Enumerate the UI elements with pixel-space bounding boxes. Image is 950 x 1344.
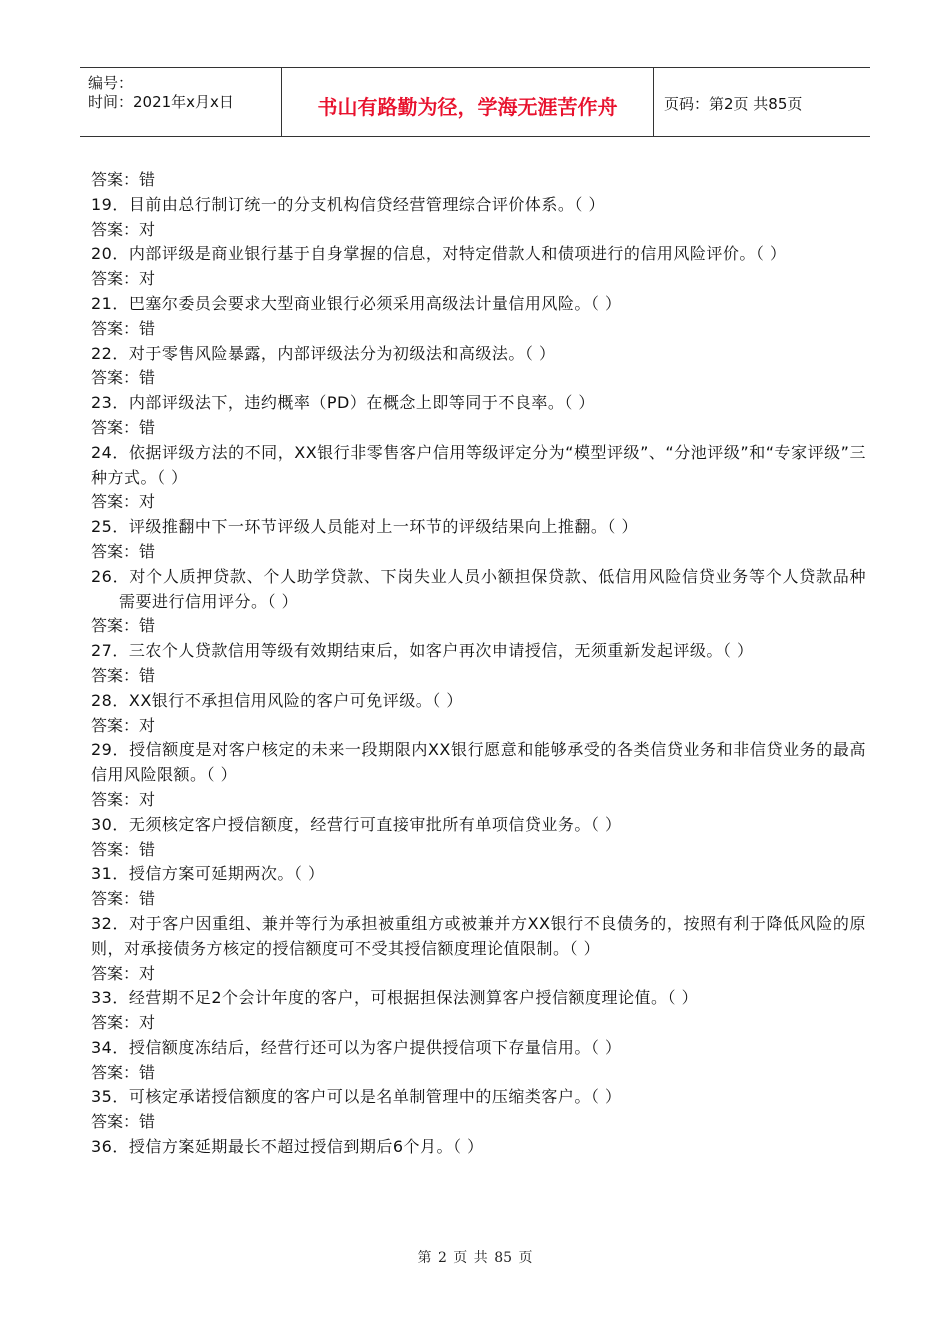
- question-text: 31．授信方案可延期两次。（ ）: [91, 864, 325, 884]
- question-list: [91, 168, 866, 1160]
- question-text: 22．对于零售风险暴露，内部评级法分为初级法和高级法。（ ）: [91, 343, 556, 363]
- question-item: [91, 862, 866, 912]
- question-text: 33．经营期不足2个会计年度的客户，可根据担保法测算客户授信额度理论值。（ ）: [91, 988, 699, 1008]
- question-text: 19．目前由总行制订统一的分支机构信贷经营管理综合评价体系。（ ）: [91, 194, 605, 214]
- question-item: [91, 1036, 866, 1086]
- answer-text: 答案：错: [91, 1112, 156, 1132]
- answer-text: 答案：错: [91, 1062, 156, 1082]
- question-item: [91, 292, 866, 342]
- question-item: [91, 738, 866, 812]
- answer-text: 答案：对: [91, 715, 156, 735]
- question-text: 23．内部评级法下，违约概率（PD）在概念上即等同于不良率。（ ）: [91, 393, 595, 413]
- question-item: [91, 242, 866, 292]
- header-meta: [80, 68, 282, 136]
- answer-text: 答案：错: [91, 170, 156, 189]
- question-item: [91, 689, 866, 739]
- question-item: [91, 193, 866, 243]
- question-item: [91, 515, 866, 565]
- answer-text: 答案：错: [91, 368, 156, 388]
- question-text: 24．依据评级方法的不同，XX银行非零售客户信用等级评定分为“模型评级”、“分池评级”和“专家评级”三种方式。（ ）: [91, 442, 866, 487]
- question-item: [91, 342, 866, 392]
- question-item: [91, 813, 866, 863]
- question-text: 36．授信方案延期最长不超过授信到期后6个月。（ ）: [91, 1137, 484, 1157]
- answer-text: 答案：对: [91, 789, 156, 809]
- document-date: 时间：2021年x月x日: [88, 93, 234, 111]
- question-text: 26．对个人质押贷款、个人助学贷款、下岗失业人员小额担保贷款、低信用风险信贷业务等个人贷款品种需要进行信用评分。（ ）: [91, 566, 866, 611]
- question-item: [91, 1135, 866, 1160]
- question-item: [91, 391, 866, 441]
- question-item: [91, 912, 866, 986]
- document-number-label: 编号：: [88, 74, 134, 92]
- question-item: [91, 1085, 866, 1135]
- answer-text: 答案：错: [91, 665, 156, 685]
- question-text: 34．授信额度冻结后，经营行还可以为客户提供授信项下存量信用。（ ）: [91, 1037, 622, 1057]
- answer-text: 答案：错: [91, 616, 156, 636]
- question-text: 29．授信额度是对客户核定的未来一段期限内XX银行愿意和能够承受的各类信贷业务和非信贷业务的最高信用风险限额。（ ）: [91, 740, 866, 785]
- question-item: [91, 986, 866, 1036]
- answer-text: 答案：错: [91, 541, 156, 561]
- question-text: 21．巴塞尔委员会要求大型商业银行必须采用高级法计量信用风险。（ ）: [91, 293, 622, 313]
- question-text: 32．对于客户因重组、兼并等行为承担被重组方或被兼并方XX银行不良债务的，按照有利于降低风险的原则，对承接债务方核定的授信额度可不受其授信额度理论值限制。（ ）: [91, 913, 866, 958]
- question-text: 30．无须核定客户授信额度，经营行可直接审批所有单项信贷业务。（ ）: [91, 814, 622, 834]
- answer-text: 答案：错: [91, 839, 156, 859]
- answer-text: 答案：错: [91, 318, 156, 338]
- page-footer: 第 2 页 共 85 页: [417, 1250, 533, 1266]
- question-text: 27．三农个人贷款信用等级有效期结束后，如客户再次申请授信，无须重新发起评级。（ ）: [91, 641, 754, 661]
- question-text: 28．XX银行不承担信用风险的客户可免评级。（ ）: [91, 690, 463, 710]
- header-motto: 书山有路勤为径，学海无涯苦作舟: [282, 68, 654, 136]
- page-header: [80, 67, 870, 137]
- answer-text: 答案：错: [91, 889, 156, 909]
- answer-text: 答案：对: [91, 269, 156, 289]
- answer-text: 答案：对: [91, 1013, 156, 1033]
- question-text: 25．评级推翻中下一环节评级人员能对上一环节的评级结果向上推翻。（ ）: [91, 517, 638, 537]
- question-item: [91, 441, 866, 515]
- answer-text: 答案：对: [91, 219, 156, 239]
- question-item: [91, 565, 866, 639]
- header-page-info: 页码：第2页 共85页: [664, 94, 803, 113]
- question-text: 35．可核定承诺授信额度的客户可以是名单制管理中的压缩类客户。（ ）: [91, 1087, 622, 1107]
- answer-text: 答案：错: [91, 417, 156, 437]
- answer-text: 答案：对: [91, 963, 156, 983]
- question-item: [91, 639, 866, 689]
- question-text: 20．内部评级是商业银行基于自身掌握的信息，对特定借款人和债项进行的信用风险评价。（ ）: [91, 244, 787, 264]
- answer-text: 答案：对: [91, 492, 156, 512]
